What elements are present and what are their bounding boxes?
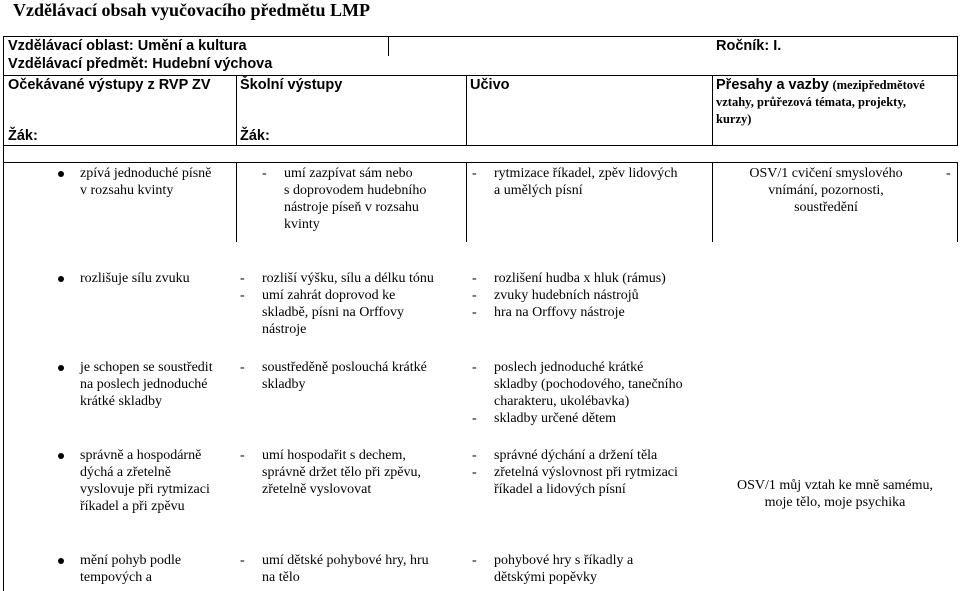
list-item: - soustředěně poslouchá krátké skladby [240, 360, 427, 392]
header-divider [466, 75, 467, 145]
column-header-school-outputs: Školní výstupy [240, 77, 343, 93]
list-item: mění pohyb podle tempových a [80, 552, 235, 586]
bullet-icon [58, 171, 64, 177]
list-item: - pohybové hry s říkadly a dětskými popěvky [472, 553, 634, 585]
list-item: - rozliší výšku, sílu a délku tónu - umí zahrát doprovod ke skladbě, písni na Orffovy nástroje [240, 271, 434, 337]
page-title: Vzdělávací obsah vyučovacího předmětu LMP [13, 0, 370, 20]
list-item: OSV/1 můj vztah ke mně samému, moje tělo, moje psychika [737, 478, 933, 510]
list-item: rozlišuje sílu zvuku [80, 270, 230, 287]
column-header-overlaps: Přesahy a vazby (mezipředmětové vztahy, průřezová témata, projekty, kurzy) [716, 77, 925, 126]
header-rule [3, 162, 958, 163]
column-divider [236, 162, 237, 242]
list-item: - umí dětské pohybové hry, hru na tělo [240, 553, 429, 585]
list-item: - poslech jednoduché krátké skladby (pochodového, tanečního charakteru, ukolébavka) - skladby určené dětem [472, 360, 683, 426]
bullet-icon [58, 276, 64, 282]
list-item: - rytmizace říkadel, zpěv lidových a umělých písní [472, 166, 678, 198]
list-item: - umí zazpívat sám nebo s doprovodem hudebního nástroje píseň v rozsahu kvinty [262, 166, 427, 232]
pupil-label: Žák: [240, 128, 270, 144]
column-header-curriculum: Učivo [470, 77, 510, 93]
bullet-icon [58, 453, 64, 459]
list-item: je schopen se soustředit na poslech jednoduché krátké skladby [80, 359, 235, 410]
list-item: - umí hospodařit s dechem, správně držet tělo při zpěvu, zřetelně vyslovovat [240, 448, 421, 497]
header-divider [388, 36, 389, 56]
list-item: OSV/1 cvičení smyslového vnímání, pozornosti, soustředění [749, 166, 903, 215]
table-border-top [3, 36, 958, 37]
list-item: správně a hospodárně dýchá a zřetelně vyslovuje při rytmizaci říkadel a při zpěvu [80, 447, 235, 515]
column-divider [712, 162, 713, 242]
list-item: zpívá jednoduché písně v rozsahu kvinty [80, 165, 230, 199]
subject-name: Vzdělávací předmět: Hudební výchova [8, 56, 273, 72]
subject-area: Vzdělávací oblast: Umění a kultura [8, 38, 247, 54]
column-divider [957, 162, 958, 242]
table-border-left [3, 36, 4, 591]
dash-marker: - [946, 166, 951, 181]
list-item: - rozlišení hudba x hluk (rámus) - zvuky hudebních nástrojů - hra na Orffovy nástroje [472, 271, 666, 320]
header-rule [3, 145, 958, 146]
header-rule [3, 75, 958, 76]
table-border-right [957, 36, 958, 146]
bullet-icon [58, 558, 64, 564]
bullet-icon [58, 365, 64, 371]
pupil-label: Žák: [8, 128, 38, 144]
header-divider [712, 75, 713, 145]
header-divider [236, 75, 237, 145]
column-header-rvp: Očekávané výstupy z RVP ZV [8, 77, 211, 93]
column-divider [466, 162, 467, 242]
list-item: - správné dýchání a držení těla - zřetelná výslovnost při rytmizaci říkadel a lidových písní [472, 448, 678, 497]
grade-label: Ročník: I. [716, 38, 782, 54]
